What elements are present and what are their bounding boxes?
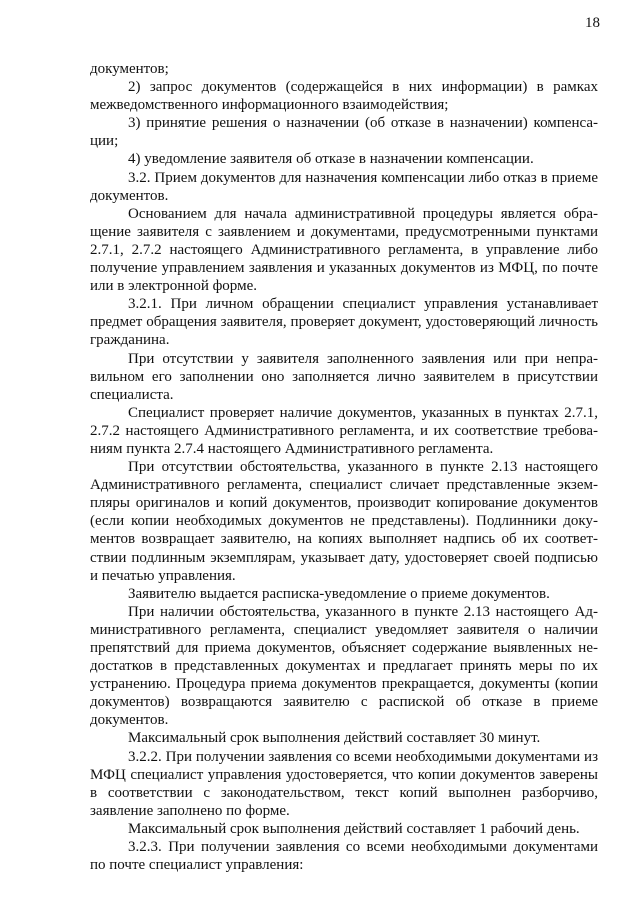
paragraph: При наличии обстоятельства, указанного в пункте 2.13 настоящего Административного регламента, специалист уведомляет заявителя о наличии препятствий для приема документов, объясняет содержание выявленных недостатков в представленных документах и предлагает принять меры по их устранению. Процедура приема документов прекращается, документы (копии документов) возвращаются заявителю с распиской об отказе в приеме документов. bbox=[90, 603, 598, 729]
paragraph: Специалист проверяет наличие документов, указанных в пунктах 2.7.1, 2.7.2 настоящего Административного регламента, и их соответствие требованиям пункта 2.7.4 настоящего Административного регламента. bbox=[90, 404, 598, 457]
section-3-2-1: 3.2.1. При личном обращении специалист управления устанавливает предмет обращения заявителя, проверяет документ, удостоверяющий личность гражданина. bbox=[90, 296, 598, 349]
section-3-2-2: 3.2.2. При получении заявления со всеми необходимыми документами из МФЦ специалист управления удостоверяется, что копии документов заверены в соответствии с законодательством, текст копий выполнен разборчиво, заявление заполнено по форме. bbox=[90, 748, 598, 819]
list-item-4: 4) уведомление заявителя об отказе в назначении компенсации. bbox=[128, 151, 534, 168]
paragraph: Максимальный срок выполнения действий составляет 30 минут. bbox=[128, 730, 541, 747]
document-body bbox=[90, 60, 598, 874]
section-3-2-heading: 3.2. Прием документов для назначения компенсации либо отказ в приеме документов. bbox=[90, 169, 598, 204]
list-item-2: 2) запрос документов (содержащейся в них информации) в рамках межведомственного информационного взаимодействия; bbox=[90, 79, 598, 114]
paragraph: При отсутствии обстоятельства, указанного в пункте 2.13 настоящего Административного регламента, специалист сличает представленные экземпляры оригиналов и копий документов, производит копирование документов (если копии необходимых документов не представлены). Подлинники документов возвращает заявителю, на копиях выполняет надпись об их соответствии подлинным экземплярам, указывает дату, удостоверяет своей подписью и печатью управления. bbox=[90, 459, 598, 584]
paragraph: Максимальный срок выполнения действий составляет 1 рабочий день. bbox=[128, 820, 580, 837]
list-item-3: 3) принятие решения о назначении (об отказе в назначении) компенсации; bbox=[90, 115, 598, 150]
paragraph: При отсутствии у заявителя заполненного заявления или при неправильном его заполнении оно заполняется лично заявителем в присутствии специалиста. bbox=[90, 350, 598, 403]
page-number: 18 bbox=[585, 15, 600, 31]
paragraph: Основанием для начала административной процедуры является обращение заявителя с заявлением и документами, предусмотренными пунктами 2.7.1, 2.7.2 настоящего Административного регламента, в управление либо получение управлением заявления и указанных документов из МФЦ, по почте или в электронной форме. bbox=[90, 205, 598, 295]
paragraph: Заявителю выдается расписка-уведомление о приеме документов. bbox=[128, 585, 550, 602]
section-3-2-3: 3.2.3. При получении заявления со всеми необходимыми документами по почте специалист управления: bbox=[90, 839, 598, 874]
paragraph-continuation: документов; bbox=[90, 61, 169, 77]
